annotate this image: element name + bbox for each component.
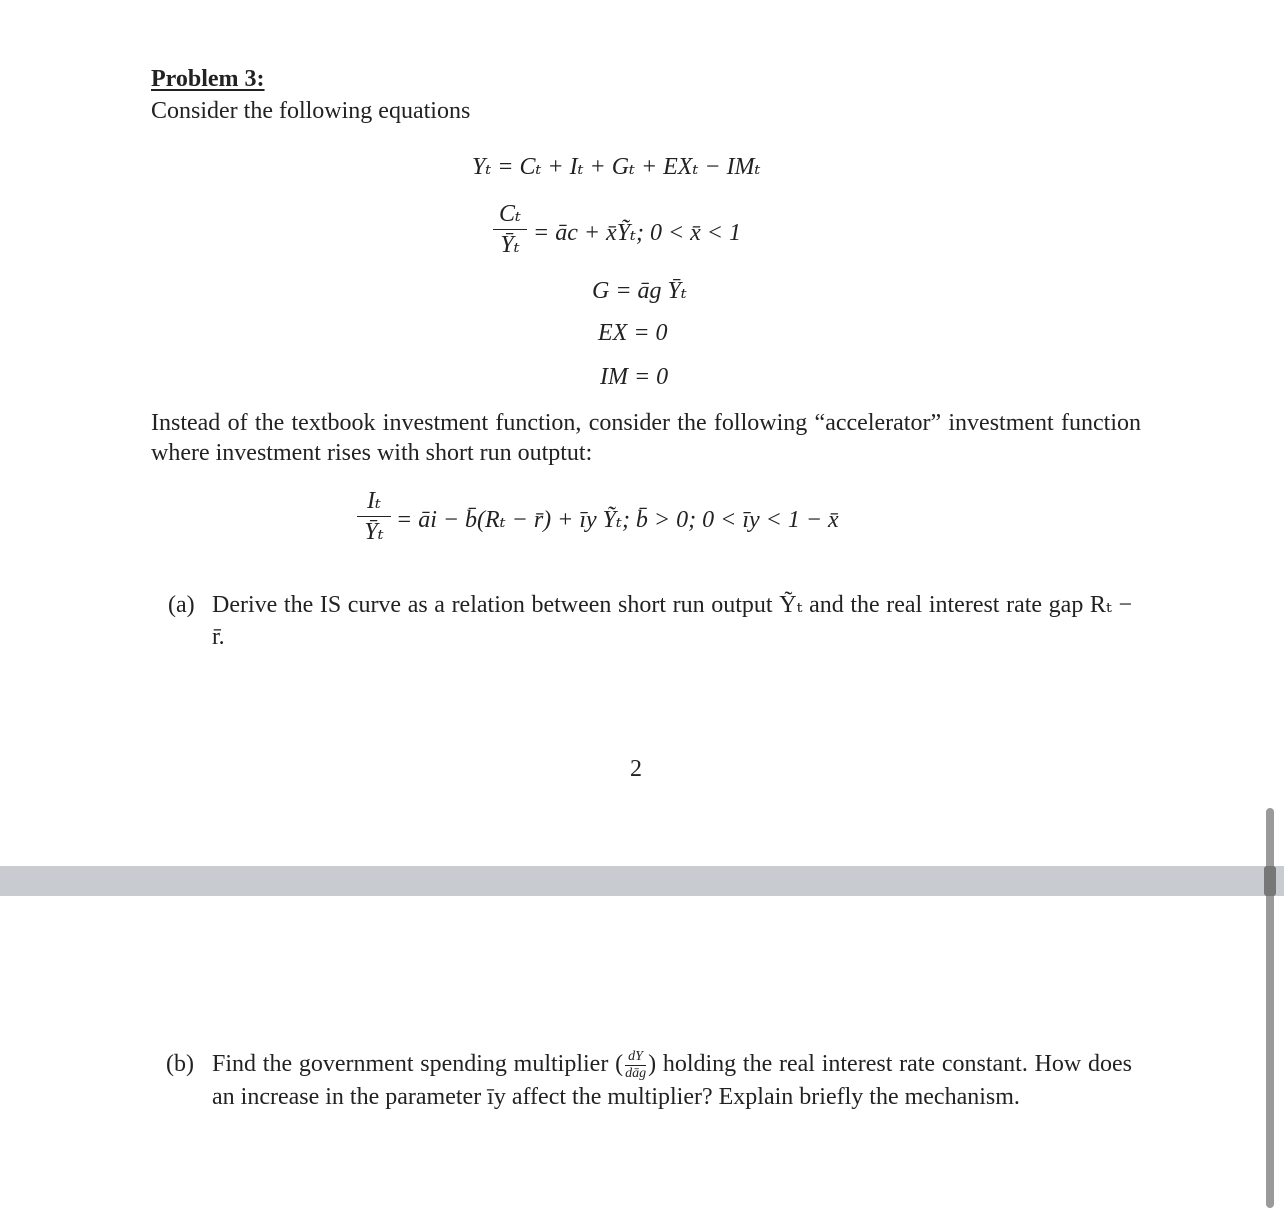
equation-consumption-fraction: [493, 201, 527, 258]
part-a-label: (a): [168, 592, 195, 618]
multiplier-numerator: dY: [628, 1048, 643, 1064]
fraction-numerator: Cₜ: [499, 201, 521, 227]
page-break-divider: [0, 866, 1284, 896]
equation-output-identity: Yₜ = Cₜ + Iₜ + Gₜ + EXₜ − IMₜ: [472, 154, 761, 180]
multiplier-denominator: dāg: [625, 1065, 647, 1081]
part-b-text-start: Find the government spending multiplier (: [212, 1051, 624, 1077]
equation-exports: EX = 0: [598, 320, 668, 346]
part-b-text: [212, 1048, 1132, 1113]
page-number: 2: [630, 756, 642, 782]
multiplier-fraction: [625, 1050, 646, 1081]
equation-government: G = āg Ȳₜ: [592, 278, 687, 304]
fraction-bar: [357, 516, 391, 517]
accelerator-paragraph: Instead of the textbook investment function, consider the following “accelerator” investment function where investment rises with short run outptut:: [151, 410, 1141, 466]
part-a-text: Derive the IS curve as a relation between short run output Ỹₜ and the real interest rate gap Rₜ − r̄.: [212, 592, 1132, 650]
fraction-numerator: Iₜ: [367, 488, 381, 514]
equation-investment-fraction: [357, 488, 391, 545]
problem-intro: Consider the following equations: [151, 98, 471, 124]
equation-imports: IM = 0: [600, 364, 669, 390]
fraction-denominator: Ȳₜ: [364, 519, 384, 545]
equation-investment-rhs: = āi − b̄(Rₜ − r̄) + īy Ỹₜ; b̄ > 0; 0 < īy < 1 − x̄: [396, 507, 839, 533]
problem-title: Problem 3:: [151, 66, 265, 92]
fraction-bar: [493, 229, 527, 230]
fraction-denominator: Ȳₜ: [500, 232, 520, 258]
equation-consumption-rhs: = āc + x̄Ỹₜ; 0 < x̄ < 1: [533, 220, 741, 246]
scrollbar-thumb[interactable]: [1264, 866, 1276, 896]
part-b-text-end: ) holding the real interest rate constant. How does an increase in the parameter īy affect the multiplier? Explain briefly the mechanism.: [212, 1051, 1133, 1110]
part-b-label: (b): [166, 1051, 194, 1077]
